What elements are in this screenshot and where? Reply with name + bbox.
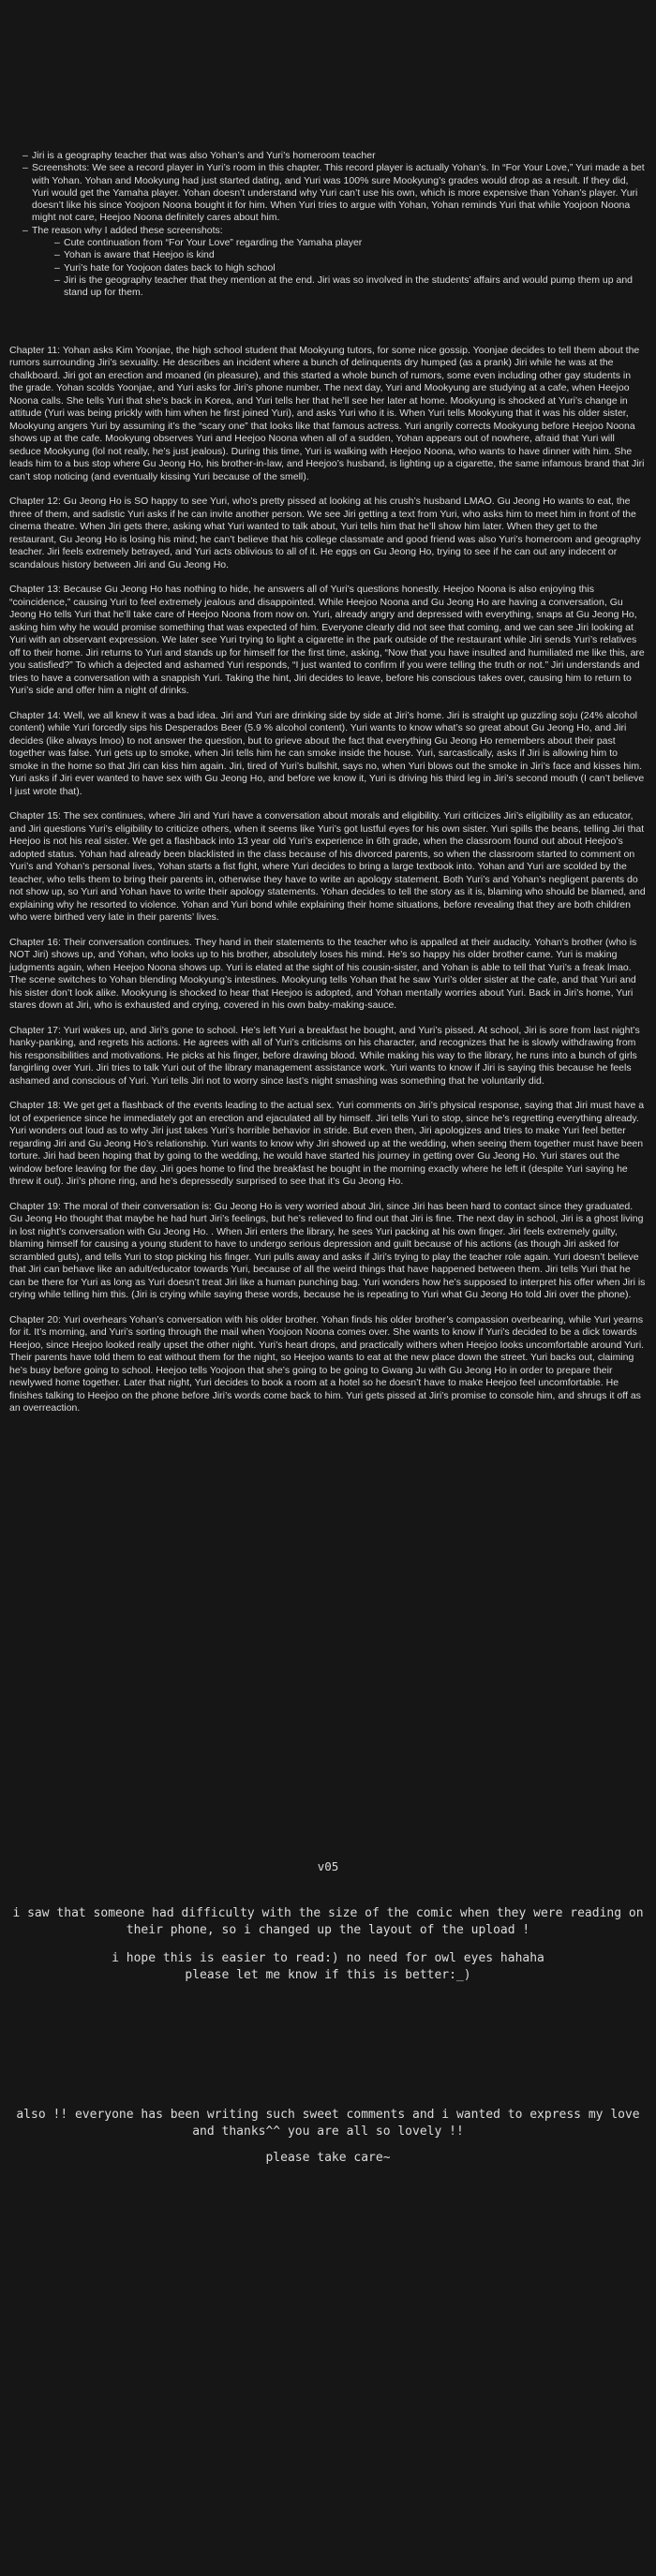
version-label: v05 <box>317 1858 339 1873</box>
list-item <box>22 225 647 300</box>
author-notes <box>9 1859 647 2167</box>
chapter-summary: Chapter 19: The moral of their conversation is: Gu Jeong Ho is very worried about Jiri, since Jiri has been hard to contact since they graduated. Gu Jeong Ho thought that maybe he had hurt Jiri’s feelings, but he’s relieved to find out that Jiri is fine. The next day in school, Jiri is a ghost living in lost night’s conversation with Gu Jeong Ho. . When Jiri enters the library, he sees Yuri packing at his own finger. Jiri feels extremely guilty, blaming himself for causing a young student to have to undergo serious depression and guilt because of his actions (as though Jiri asked for scrambled guts), and tells Yuri to stop picking his finger. Yuri pulls away and asks if Jiri’s trying to play the teacher role again. Yuri doesn’t believe that Jiri can behave like an adult/educator towards Yuri, because of all the weird things that have happened between them. Jiri tells Yuri that he can be there for Yuri as long as Yuri doesn’t treat Jiri like a human punching bag. Yuri wonders how he’s supposed to interpret his offer when Jiri is crying while telling him this. (Jiri is crying while saying these words, because he is repeating to Yuri what Gu Jeong Ho told Jiri over the phone). <box>9 1200 646 1301</box>
chapter-summary: Chapter 11: Yohan asks Kim Yoonjae, the high school student that Mookyung tutors, for some nice gossip. Yoonjae decides to tell them about the rumors surrounding Jiri’s sexuality. He describes an incident where a bunch of delinquents dry humped (as a prank) Jiri while he was at the chalkboard. Jiri got an erection and moaned (in pleasure), and this started a whole bunch of rumors, some even including other gay students in the grade. Yohan scolds Yoonjae, and Yuri asks for Jiri’s phone number. The next day, Yuri and Mookyung are studying at a cafe, when Heejoo Noona calls. She tells Yuri that she’s back in Korea, and Yuri tells her that he’ll see her later at home. Mookyung is shocked at Yuri’s change in attitude (Yuri was being prickly with him when he first joined Yuri), and asks Yuri who it is. When Yuri tells Mookyung that it was his older sister, Mookyung angers Yuri by assuming it’s the “scary one” that looks like that famous actress. Yuri angrily corrects Mookyung before Heejoo Noona shows up at the cafe. Mookyung observes Yuri and Heejoo Noona when all of a sudden, Yohan appears out of nowhere, afraid that Yuri will seduce Mookyung (lol not really, he’s just jealous). During this time, Yuri is walking with Heejoo Noona, who wants to have dinner with him. She leads him to a bus stop where Gu Jeong Ho, his brother-in-law, and Heejoo’s husband, is lighting up a cigarette, the same infamous brand that Jiri can’t stop noticing (and eventually kissing Yuri because of the smell). <box>9 344 645 482</box>
chapter-summary: Chapter 20: Yuri overhears Yohan’s conversation with his older brother. Yohan finds his older brother’s compassion overbearing, while Yuri yearns for it. It’s morning, and Yuri’s sorting through the mail when Yoojoon Noona comes over. She wants to know if Yuri’s decided to be a dick towards Heejoo, since Heejoo looked really upset the other night. Yuri’s heart drops, and practically withers when Heejoo looks uncomfortable around Yuri. Their parents have told them to eat without them for the night, so Heejoo wants to eat at the new place down the street. Yuri backs out, claiming he’s busy before going to school. Heejoo tells Yoojoon that she’s going to be going to Gwang Ju with Gu Jeong Ho in order to prepare their newlywed home together. Later that night, Yuri decides to book a room at a hotel so he doesn’t have to make Heejoo feel uncomfortable. He finishes talking to Heejoo on the phone before Jiri’s words come back to him. Yuri gets pissed at Jiri’s promise to console him, and shrugs it off as an overreaction. <box>9 1313 645 1414</box>
list-item: – Jiri is a geography teacher that was also Yohan’s and Yuri’s homeroom teacher <box>22 150 647 162</box>
chapter-summary: Chapter 13: Because Gu Jeong Ho has nothing to hide, he answers all of Yuri’s questions honestly. Heejoo Noona is also enjoying this “coincidence,” causing Yuri to feel extremely jealous and disappointed. While Heejoo Noona and Gu Jeong Ho are having a conversation, Gu Jeong Ho tells Yuri that he’ll take care of Heejoo Noona from now on. Yuri, already angry and depressed with everything, snaps at Gu Jeong Ho, asking him why he would promise something that was expected of him. Everyone clearly did not see that coming, and we can see Jiri looking at Yuri with an observant expression. We later see Yuri trying to light a cigarette in the park outside of the restaurant while Jiri sends Yuri’s relatives off to their home. Jiri returns to Yuri and stands up for himself for the first time, asking, “Now that you have insulted and humiliated me like this, are you satisfied?” To which a dejected and ashamed Yuri responds, “I just wanted to confirm if you were telling the truth or not.” Jiri understands and tries to have a conversation with a snappish Yuri. Taking the hint, Jiri decides to leave, before his conscious takes over, causing him to return to Yuri’s side and offer him a night of drinks. <box>9 584 645 697</box>
note-text: i saw that someone had difficulty with the size of the comic when they were reading on their phone, so i changed up the layout of the upload ! <box>12 1905 644 1937</box>
chapter-summaries <box>9 345 647 1415</box>
notes-list <box>9 0 647 300</box>
chapter-summary: Chapter 15: The sex continues, where Jiri and Yuri have a conversation about morals and eligibility. Yuri criticizes Jiri’s eligibility as an educator, and Jiri questions Yuri’s eligibility to criticize others, when it seems like Yuri’s got lustful eyes for his own sister. Yuri spills the beans, telling Jiri that Heejoo is not his real sister. We get a flashback into 13 year old Yuri’s experience in 6th grade, when the classroom found out about Heejoo’s adopted status. Yohan had already been blacklisted in the class because of his divorced parents, so when the classroom started to comment on Yuri’s and Yohan’s personal lives, Yohan starts a fist fight, where Yuri decides to bring a large textbook into. Yohan and Yuri are scolded by the teacher, who tells them to bring their parents in, otherwise they have to write an apology statement. Both Yuri’s and Yohan’s negligent parents do not show up, so Yuri and Yohan have to write their apology statements. Yohan decides to tell the story as it is, blaming who should be blamed, and explaining why he resorted to violence. Yohan and Yuri bond while explaining their home situations, before revealing that they are both children who were birthed very late in their parents’ lives. <box>9 810 646 924</box>
sub-bullet-list <box>32 237 647 299</box>
sub-list-item: – Cute continuation from “For Your Love” regarding the Yamaha player <box>54 237 647 249</box>
chapter-summary: Chapter 14: Well, we all knew it was a bad idea. Jiri and Yuri are drinking side by side at Jiri’s home. Jiri is straight up guzzling soju (24% alcohol content) while Yuri forcedly sips his Desperados Beer (5.9 % alcohol content). Yuri wants to know what’s so great about Gu Jeong Ho, and Jiri decides (like always lmoo) to not answer the question, but to grieve about the fact that everything Gu Jeong Ho remembers about their past together was false. Yuri gets up to smoke, when Jiri tells him he can smoke inside the house. Yuri, sarcastically, asks if Jiri is allowing him to smoke in the home so that Jiri can kiss him again. Jiri, tired of Yuri’s bullshit, says no, when Yuri blows out the smoke in Jiri’s face and kisses him. Yuri asks if Jiri ever wanted to have sex with Gu Jeong Ho, and before we know it, Yuri is driving his third leg in Jiri’s second mouth (I can’t believe I just wrote that). <box>9 709 645 797</box>
sign-off: please take care~ <box>265 2150 391 2165</box>
sub-list-item: – Yohan is aware that Heejoo is kind <box>54 249 647 261</box>
list-item: – Screenshots: We see a record player in Yuri’s room in this chapter. This record player is actually Yohan’s. In “For Your Love,” Yuri made a bet with Yohan. Yohan and Mookyung had just started dating, and Yuri was 100% sure Mookyung’s grades would drop as a result. If they did, Yuri would get the Yamaha player. Yohan doesn’t understand why Yuri can’t use his own, which is more expensive than Yohan’s player. Yuri doesn’t like his since Yoojoon Noona bought it for him. When Yuri tries to argue with Yohan, Yohan reminds Yuri that while Yoojoon Noona might not care, Heejoo Noona definitely cares about him. <box>22 162 647 224</box>
note-text: i hope this is easier to read:) no need for owl eyes hahaha <box>112 1950 544 1965</box>
sub-list-item: – Jiri is the geography teacher that they mention at the end. Jiri was so involved in the students’ affairs and would pump them up and stand up for them. <box>54 274 647 300</box>
bullet-list <box>9 150 647 300</box>
chapter-summary: Chapter 17: Yuri wakes up, and Jiri’s gone to school. He’s left Yuri a breakfast he bought, and Yuri’s pissed. At school, Jiri is sore from last night’s hanky-panking, and regrets his actions. He agrees with all of Yuri’s criticisms on his character, and recognizes that he is slowly withdrawing from his responsibilities and motivations. He picks at his finger, before drawing blood. While making his way to the library, he runs into a bunch of girls fangirling over Yuri. Jiri tries to talk Yuri out of the library management assistance work. Yuri wants to know if Jiri is saying this because he feels ashamed and conscious of Yuri. Yuri tells Jiri not to worry since last’s night smashing was something that he voluntarily did. <box>9 1024 640 1087</box>
sub-heading: The reason why I added these screenshots: <box>32 224 223 236</box>
chapter-summary: Chapter 12: Gu Jeong Ho is SO happy to see Yuri, who’s pretty pissed at looking at his crush’s husband LMAO. Gu Jeong Ho wants to eat, the three of them, and sadistic Yuri asks if he can invite another person. We see Jiri getting a text from Yuri, who asks him to meet him in front of the cinema theatre. When Jiri gets there, asking what Yuri wanted to talk about, Yuri tells him that he’ll show him later. When they get to the restaurant, Gu Jeong Ho is losing his mind; he can’t believe that his college classmate and good friend was also Yuri’s homeroom and geography teacher. Jiri feels extremely betrayed, and Yuri acts oblivious to all of it. He eggs on Gu Jeong Ho, trying to see if he can out any indecent or scandalous history between Jiri and Gu Jeong Ho. <box>9 496 641 570</box>
chapter-summary: Chapter 16: Their conversation continues. They hand in their statements to the teacher who is appalled at their audacity. Yohan’s brother (who is NOT Jiri) shows up, and Yohan, who looks up to his brother, absolutely loses his mind. He’s so happy his older brother came. Yuri is making judgments again, when Heejoo Noona shows up. Yuri is elated at the sight of his cousin-sister, and Yohan is able to tell that Yuri’s a freak lmao. The scene switches to Yohan blending Mookyung’s intestines. Mookyung tells Yohan that he saw Yuri’s older sister at the cafe, and that Yuri and his sister don’t look alike. Mookyung is shocked to hear that Heejoo is adopted, and Yohan mentally worries about Yuri. Back in Jiri’s home, Yuri stares down at Jiri, who is exhausted and crying, covered in his own baby-making-sauce. <box>9 936 637 1012</box>
note-text: also !! everyone has been writing such sweet comments and i wanted to express my love and thanks^^ you are all so lovely !! <box>16 2107 640 2139</box>
sub-list-item: – Yuri’s hate for Yoojoon dates back to high school <box>54 262 647 274</box>
chapter-summary: Chapter 18: We get get a flashback of the events leading to the actual sex. Yuri comments on Jiri’s physical response, saying that Jiri must have a lot of experience since he immediately got an erection and ejaculated all by himself. Jiri tells Yuri to stop, since he’s regretting everything already. Yuri wonders out loud as to why Jiri just takes Yuri’s horrible behavior in stride. But even then, Jiri apologizes and tries to make Yuri feel better regarding Jiri and Gu Jeong Ho’s relationship. Yuri wants to know why Jiri showed up at the wedding, when seeing them together must have been torture. Jiri had been hoping that by going to the wedding, he would have started his journey in getting over Gu Jeong Ho. Yuri stares out the window before leaving for the day. Jiri goes home to find the breakfast he bought in the morning exactly where he left it (despite Yuri saying he threw it out). Jiri’s phone ring, and he’s depressedly surprised to see that it’s Gu Jeong Ho. <box>9 1100 645 1188</box>
note-text: please let me know if this is better:_) <box>185 1967 471 1982</box>
